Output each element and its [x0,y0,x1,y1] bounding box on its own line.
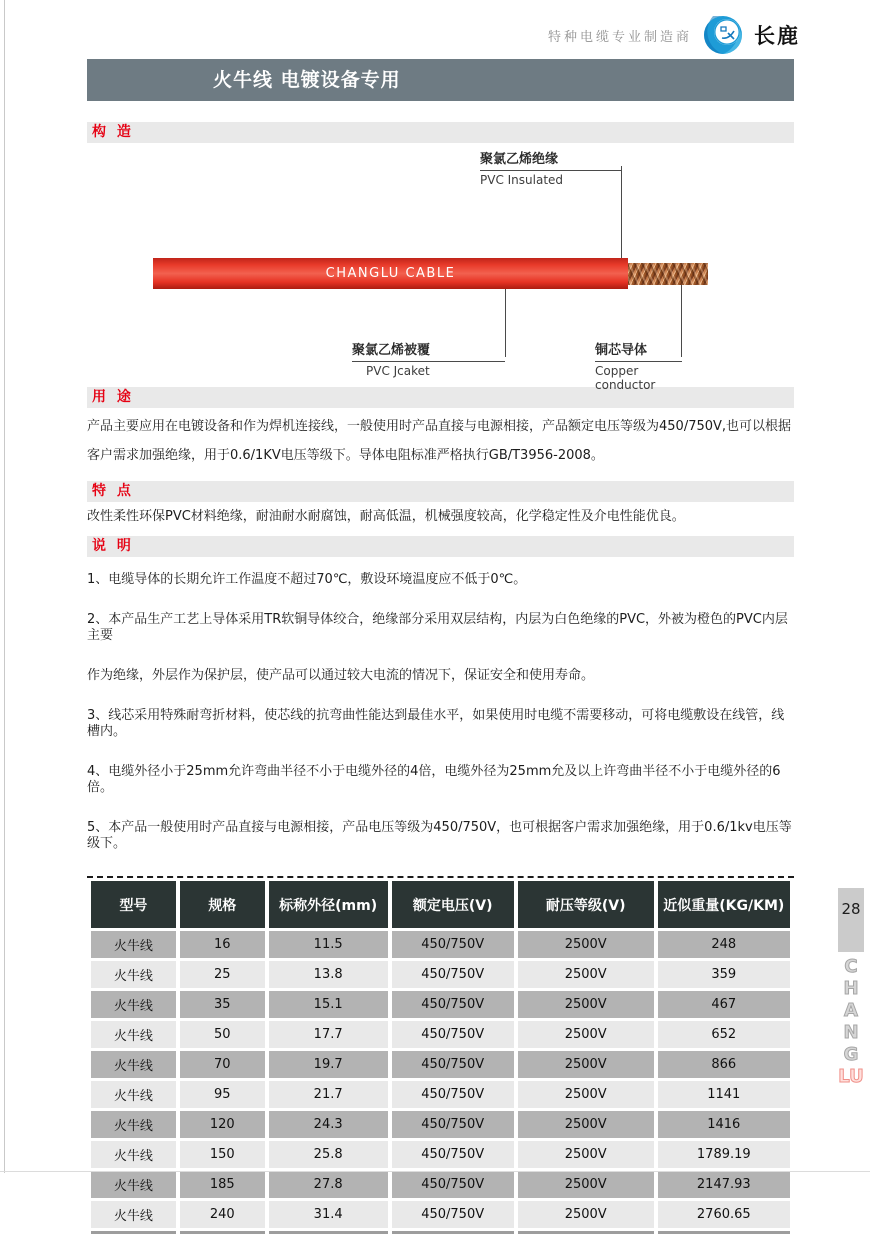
table-column-header: 额定电压(V) [392,881,514,928]
table-cell: 13.8 [269,961,388,988]
label-copper-conductor [595,339,682,392]
table-cell: 火牛线 [91,1111,176,1138]
table-bottom-rule-segment [658,1231,790,1234]
section-header-usage: 用 途 [87,387,794,408]
table-cell: 2500V [518,991,654,1018]
table-column-header: 近似重量(KG/KM) [658,881,790,928]
page-left-border [4,0,5,1173]
table-cell: 火牛线 [91,1171,176,1198]
table-cell: 2500V [518,1081,654,1108]
table-cell: 2500V [518,931,654,958]
features-paragraph: 改性柔性环保PVC材料绝缘，耐油耐水耐腐蚀，耐高低温，机械强度较高，化学稳定性及介电性能优良。 [87,508,685,524]
table-cell: 27.8 [269,1171,388,1198]
table-bottom-rule-segment [518,1231,654,1234]
vertical-brand-pink: LU [838,1066,864,1087]
note-line: 3、线芯采用特殊耐弯折材料，使芯线的抗弯曲性能达到最佳水平，如果使用时电缆不需要移动，可将电缆敷设在线管，线槽内。 [87,708,785,740]
table-cell: 2500V [518,1141,654,1168]
table-cell: 120 [180,1111,265,1138]
notes-list [87,557,794,852]
section-header-structure: 构 造 [87,122,794,143]
note-line: 5、本产品一般使用时产品直接与电源相接，产品电压等级为450/750V，也可根据客户需求加强绝缘，用于0.6/1kv电压等级下。 [87,820,792,852]
table-row [91,991,790,1018]
table-cell: 652 [658,1021,790,1048]
table-cell: 450/750V [392,961,514,988]
label-pvc-jacket-en: PVC Jcaket [366,364,430,378]
table-cell: 1416 [658,1111,790,1138]
spec-table-head [91,881,790,928]
table-column-header: 标称外径(mm) [269,881,388,928]
spec-table [87,878,794,1237]
table-column-header: 耐压等级(V) [518,881,654,928]
table-cell: 24.3 [269,1111,388,1138]
table-cell: 185 [180,1171,265,1198]
table-cell: 2500V [518,1111,654,1138]
table-cell: 火牛线 [91,1201,176,1228]
table-cell: 95 [180,1081,265,1108]
table-row [91,1051,790,1078]
table-cell: 450/750V [392,1051,514,1078]
label-pvc-insulation-en: PVC Insulated [480,173,564,187]
table-cell: 火牛线 [91,961,176,988]
table-cell: 火牛线 [91,931,176,958]
table-cell: 450/750V [392,1081,514,1108]
table-cell: 2760.65 [658,1201,790,1228]
table-cell: 35 [180,991,265,1018]
table-cell: 450/750V [392,1141,514,1168]
table-cell: 火牛线 [91,1051,176,1078]
spec-table-wrapper [87,876,794,1237]
cable-print-text: CHANGLU CABLE [325,266,456,281]
label-pvc-insulation-zh: 聚氯乙烯绝缘 [480,148,622,171]
table-bottom-rule-segment [180,1231,265,1234]
table-cell: 1789.19 [658,1141,790,1168]
table-cell: 25 [180,961,265,988]
table-cell: 359 [658,961,790,988]
table-bottom-rule-segment [392,1231,514,1234]
vertical-brand-gray: CHANG [843,956,859,1065]
table-cell: 2500V [518,1051,654,1078]
table-cell: 2147.93 [658,1171,790,1198]
table-cell: 16 [180,931,265,958]
table-row [91,1141,790,1168]
table-cell: 31.4 [269,1201,388,1228]
page-title: 火牛线 电镀设备专用 [213,69,401,91]
section-header-notes: 说 明 [87,536,794,557]
table-cell: 450/750V [392,931,514,958]
label-copper-conductor-zh: 铜芯导体 [595,339,682,362]
page-content [87,122,794,1237]
table-row [91,1021,790,1048]
table-cell: 450/750V [392,991,514,1018]
table-row [91,1171,790,1198]
copper-conductor-graphic [628,263,708,285]
vertical-brand-text [838,956,864,1088]
cable-jacket-graphic [153,258,628,289]
table-cell: 火牛线 [91,1021,176,1048]
table-cell: 火牛线 [91,991,176,1018]
table-column-header: 规格 [180,881,265,928]
table-cell: 70 [180,1051,265,1078]
note-line: 2、本产品生产工艺上导体采用TR软铜导体绞合，绝缘部分采用双层结构，内层为白色绝缘的PVC，外被为橙色的PVC内层主要 [87,612,788,644]
table-cell: 1141 [658,1081,790,1108]
table-cell: 450/750V [392,1111,514,1138]
changlu-logo-icon [702,13,748,57]
note-line: 4、电缆外径小于25mm允许弯曲半径不小于电缆外径的4倍，电缆外径为25mm允及以上许弯曲半径不小于电缆外径的6倍。 [87,764,781,796]
table-cell: 11.5 [269,931,388,958]
table-cell: 19.7 [269,1051,388,1078]
table-bottom-rule-segment [91,1231,176,1234]
table-cell: 25.8 [269,1141,388,1168]
table-bottom-rule-segment [269,1231,388,1234]
table-cell: 15.1 [269,991,388,1018]
brand-name: 长鹿 [754,24,800,48]
table-cell: 450/750V [392,1171,514,1198]
table-column-header: 型号 [91,881,176,928]
section-header-features: 特 点 [87,481,794,502]
table-row [91,961,790,988]
usage-paragraph: 产品主要应用在电镀设备和作为焊机连接线，一般使用时产品直接与电源相接，产品额定电压等级为450/750V,也可以根据客户需求加强绝缘，用于0.6/1KV电压等级下。导体电阻标准严格执行GB/T3956-2008。 [87,419,792,464]
table-row [91,1081,790,1108]
table-cell: 2500V [518,1171,654,1198]
table-row [91,931,790,958]
spec-table-bottom-rule [91,1231,790,1234]
note-line: 1、电缆导体的长期允许工作温度不超过70℃，敷设环境温度应不低于0℃。 [87,572,527,588]
note-line: 作为绝缘，外层作为保护层，使产品可以通过较大电流的情况下，保证安全和使用寿命。 [87,668,595,684]
label-pvc-jacket-zh: 聚氯乙烯被覆 [352,339,505,362]
page-bottom-border [0,1171,870,1172]
table-cell: 240 [180,1201,265,1228]
table-cell: 450/750V [392,1201,514,1228]
table-cell: 21.7 [269,1081,388,1108]
table-cell: 火牛线 [91,1081,176,1108]
spec-table-body [91,931,790,1228]
table-cell: 450/750V [392,1021,514,1048]
company-tagline: 特种电缆专业制造商 [547,29,692,45]
table-cell: 2500V [518,1201,654,1228]
page-header [0,0,870,56]
table-cell: 火牛线 [91,1141,176,1168]
page-number-badge: 28 [838,888,864,952]
table-cell: 467 [658,991,790,1018]
table-cell: 2500V [518,961,654,988]
label-copper-conductor-en: Copper conductor [595,364,656,392]
table-row [91,1201,790,1228]
table-cell: 17.7 [269,1021,388,1048]
table-row [91,1111,790,1138]
leader-line-jacket [505,289,506,357]
table-cell: 2500V [518,1021,654,1048]
label-pvc-jacket [352,339,505,378]
table-cell: 866 [658,1051,790,1078]
label-pvc-insulation [480,148,622,187]
page-title-bar [87,59,794,101]
table-cell: 150 [180,1141,265,1168]
cable-structure-diagram [87,143,794,392]
table-cell: 50 [180,1021,265,1048]
table-cell: 248 [658,931,790,958]
